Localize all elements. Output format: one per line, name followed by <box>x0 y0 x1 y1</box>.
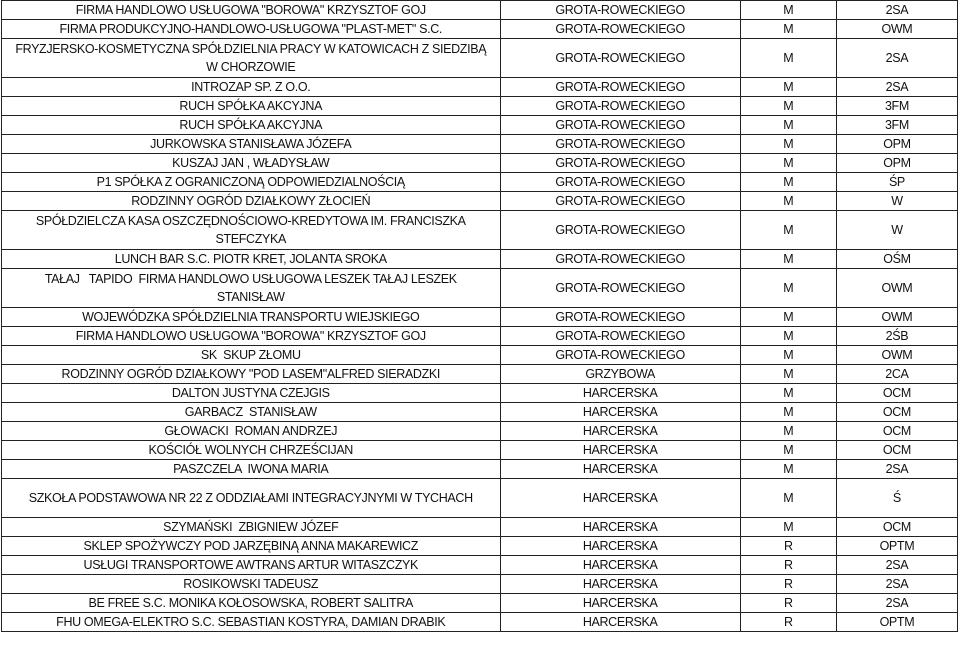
code-cell: OCM <box>836 441 957 460</box>
code-cell: OWM <box>836 20 957 39</box>
table-row <box>2 116 958 135</box>
street-cell: HARCERSKA <box>500 479 740 518</box>
table-row <box>2 135 958 154</box>
table-row <box>2 479 958 518</box>
code-cell: OWM <box>836 346 957 365</box>
street-cell: HARCERSKA <box>500 613 740 632</box>
company-name-cell: DALTON JUSTYNA CZEJGIS <box>2 384 501 403</box>
company-name-cell: SZYMAŃSKI ZBIGNIEW JÓZEF <box>2 518 501 537</box>
code-cell: OPM <box>836 154 957 173</box>
table-row <box>2 192 958 211</box>
company-name-cell: FIRMA PRODUKCYJNO-HANDLOWO-USŁUGOWA "PLAST-MET" S.C. <box>2 20 501 39</box>
type-cell: M <box>740 479 836 518</box>
type-cell: M <box>740 327 836 346</box>
type-cell: M <box>740 346 836 365</box>
type-cell: M <box>740 269 836 308</box>
street-cell: HARCERSKA <box>500 441 740 460</box>
company-name-cell: INTROZAP SP. Z O.O. <box>2 78 501 97</box>
table-row <box>2 460 958 479</box>
type-cell: M <box>740 1 836 20</box>
code-cell: 2SA <box>836 39 957 78</box>
code-cell: OCM <box>836 422 957 441</box>
company-name-cell: SPÓŁDZIELCZA KASA OSZCZĘDNOŚCIOWO-KREDYTOWA IM. FRANCISZKA STEFCZYKA <box>2 211 501 250</box>
street-cell: GROTA-ROWECKIEGO <box>500 20 740 39</box>
table-row <box>2 613 958 632</box>
code-cell: 3FM <box>836 97 957 116</box>
street-cell: HARCERSKA <box>500 518 740 537</box>
street-cell: GROTA-ROWECKIEGO <box>500 269 740 308</box>
company-name-cell: PASZCZELA IWONA MARIA <box>2 460 501 479</box>
table-row <box>2 384 958 403</box>
table-row <box>2 39 958 78</box>
table-row <box>2 441 958 460</box>
table-row <box>2 537 958 556</box>
company-name-cell: ROSIKOWSKI TADEUSZ <box>2 575 501 594</box>
type-cell: M <box>740 365 836 384</box>
table-row <box>2 556 958 575</box>
company-name-cell: WOJEWÓDZKA SPÓŁDZIELNIA TRANSPORTU WIEJSKIEGO <box>2 308 501 327</box>
company-name-cell: P1 SPÓŁKA Z OGRANICZONĄ ODPOWIEDZIALNOŚCIĄ <box>2 173 501 192</box>
street-cell: GROTA-ROWECKIEGO <box>500 1 740 20</box>
table-row <box>2 308 958 327</box>
type-cell: M <box>740 116 836 135</box>
company-name-cell: FRYZJERSKO-KOSMETYCZNA SPÓŁDZIELNIA PRACY W KATOWICACH Z SIEDZIBĄ W CHORZOWIE <box>2 39 501 78</box>
table-row <box>2 211 958 250</box>
type-cell: M <box>740 308 836 327</box>
street-cell: GROTA-ROWECKIEGO <box>500 173 740 192</box>
street-cell: GROTA-ROWECKIEGO <box>500 154 740 173</box>
table-row <box>2 20 958 39</box>
street-cell: GROTA-ROWECKIEGO <box>500 39 740 78</box>
type-cell: M <box>740 97 836 116</box>
company-name-cell: BE FREE S.C. MONIKA KOŁOSOWSKA, ROBERT SALITRA <box>2 594 501 613</box>
code-cell: OCM <box>836 518 957 537</box>
company-name-cell: GŁOWACKI ROMAN ANDRZEJ <box>2 422 501 441</box>
type-cell: M <box>740 192 836 211</box>
table-row <box>2 327 958 346</box>
table-row <box>2 269 958 308</box>
company-name-cell: GARBACZ STANISŁAW <box>2 403 501 422</box>
type-cell: M <box>740 403 836 422</box>
street-cell: HARCERSKA <box>500 594 740 613</box>
company-name-cell: RUCH SPÓŁKA AKCYJNA <box>2 116 501 135</box>
company-name-cell: SZKOŁA PODSTAWOWA NR 22 Z ODDZIAŁAMI INTEGRACYJNYMI W TYCHACH <box>2 479 501 518</box>
table-row <box>2 422 958 441</box>
street-cell: GRZYBOWA <box>500 365 740 384</box>
street-cell: HARCERSKA <box>500 460 740 479</box>
table-row <box>2 97 958 116</box>
table-row <box>2 575 958 594</box>
code-cell: W <box>836 192 957 211</box>
code-cell: W <box>836 211 957 250</box>
table-row <box>2 154 958 173</box>
type-cell: M <box>740 422 836 441</box>
company-name-cell: SKLEP SPOŻYWCZY POD JARZĘBINĄ ANNA MAKAREWICZ <box>2 537 501 556</box>
type-cell: M <box>740 20 836 39</box>
company-name-cell: SK SKUP ZŁOMU <box>2 346 501 365</box>
type-cell: M <box>740 78 836 97</box>
company-name-cell: TAŁAJ TAPIDO FIRMA HANDLOWO USŁUGOWA LESZEK TAŁAJ LESZEK STANISŁAW <box>2 269 501 308</box>
type-cell: M <box>740 211 836 250</box>
company-name-cell: LUNCH BAR S.C. PIOTR KRET, JOLANTA SROKA <box>2 250 501 269</box>
type-cell: R <box>740 575 836 594</box>
code-cell: 2SA <box>836 460 957 479</box>
street-cell: GROTA-ROWECKIEGO <box>500 250 740 269</box>
street-cell: GROTA-ROWECKIEGO <box>500 116 740 135</box>
code-cell: ŚP <box>836 173 957 192</box>
code-cell: OPTM <box>836 613 957 632</box>
table-row <box>2 250 958 269</box>
company-name-cell: KOŚCIÓŁ WOLNYCH CHRZEŚCIJAN <box>2 441 501 460</box>
type-cell: M <box>740 518 836 537</box>
table-body <box>2 1 958 632</box>
table-row <box>2 365 958 384</box>
street-cell: GROTA-ROWECKIEGO <box>500 97 740 116</box>
company-name-cell: JURKOWSKA STANISŁAWA JÓZEFA <box>2 135 501 154</box>
code-cell: OWM <box>836 308 957 327</box>
company-name-cell: FIRMA HANDLOWO USŁUGOWA "BOROWA" KRZYSZTOF GOJ <box>2 327 501 346</box>
street-cell: HARCERSKA <box>500 384 740 403</box>
company-name-cell: RUCH SPÓŁKA AKCYJNA <box>2 97 501 116</box>
code-cell: OPM <box>836 135 957 154</box>
code-cell: 2ŚB <box>836 327 957 346</box>
street-cell: GROTA-ROWECKIEGO <box>500 192 740 211</box>
code-cell: 2CA <box>836 365 957 384</box>
type-cell: M <box>740 154 836 173</box>
table-row <box>2 403 958 422</box>
company-name-cell: KUSZAJ JAN , WŁADYSŁAW <box>2 154 501 173</box>
table-row <box>2 594 958 613</box>
company-name-cell: RODZINNY OGRÓD DZIAŁKOWY "POD LASEM"ALFRED SIERADZKI <box>2 365 501 384</box>
street-cell: HARCERSKA <box>500 422 740 441</box>
street-cell: GROTA-ROWECKIEGO <box>500 211 740 250</box>
street-cell: HARCERSKA <box>500 575 740 594</box>
street-cell: HARCERSKA <box>500 556 740 575</box>
table-row <box>2 173 958 192</box>
code-cell: 2SA <box>836 1 957 20</box>
type-cell: M <box>740 250 836 269</box>
code-cell: 2SA <box>836 575 957 594</box>
table-row <box>2 78 958 97</box>
table-row <box>2 1 958 20</box>
code-cell: OCM <box>836 403 957 422</box>
company-name-cell: USŁUGI TRANSPORTOWE AWTRANS ARTUR WITASZCZYK <box>2 556 501 575</box>
company-name-cell: FHU OMEGA-ELEKTRO S.C. SEBASTIAN KOSTYRA, DAMIAN DRABIK <box>2 613 501 632</box>
street-cell: GROTA-ROWECKIEGO <box>500 327 740 346</box>
company-name-cell: FIRMA HANDLOWO USŁUGOWA "BOROWA" KRZYSZTOF GOJ <box>2 1 501 20</box>
street-cell: HARCERSKA <box>500 403 740 422</box>
street-cell: GROTA-ROWECKIEGO <box>500 308 740 327</box>
type-cell: M <box>740 384 836 403</box>
code-cell: Ś <box>836 479 957 518</box>
code-cell: OWM <box>836 269 957 308</box>
street-cell: GROTA-ROWECKIEGO <box>500 135 740 154</box>
company-name-cell: RODZINNY OGRÓD DZIAŁKOWY ZŁOCIEŃ <box>2 192 501 211</box>
street-cell: GROTA-ROWECKIEGO <box>500 78 740 97</box>
type-cell: M <box>740 135 836 154</box>
street-cell: GROTA-ROWECKIEGO <box>500 346 740 365</box>
code-cell: 3FM <box>836 116 957 135</box>
type-cell: M <box>740 460 836 479</box>
code-cell: 2SA <box>836 594 957 613</box>
code-cell: OCM <box>836 384 957 403</box>
type-cell: R <box>740 613 836 632</box>
code-cell: 2SA <box>836 78 957 97</box>
type-cell: R <box>740 556 836 575</box>
code-cell: OPTM <box>836 537 957 556</box>
records-table <box>1 0 958 632</box>
type-cell: R <box>740 594 836 613</box>
table-row <box>2 346 958 365</box>
code-cell: OŚM <box>836 250 957 269</box>
type-cell: M <box>740 441 836 460</box>
type-cell: M <box>740 39 836 78</box>
table-row <box>2 518 958 537</box>
type-cell: M <box>740 173 836 192</box>
type-cell: R <box>740 537 836 556</box>
code-cell: 2SA <box>836 556 957 575</box>
street-cell: HARCERSKA <box>500 537 740 556</box>
